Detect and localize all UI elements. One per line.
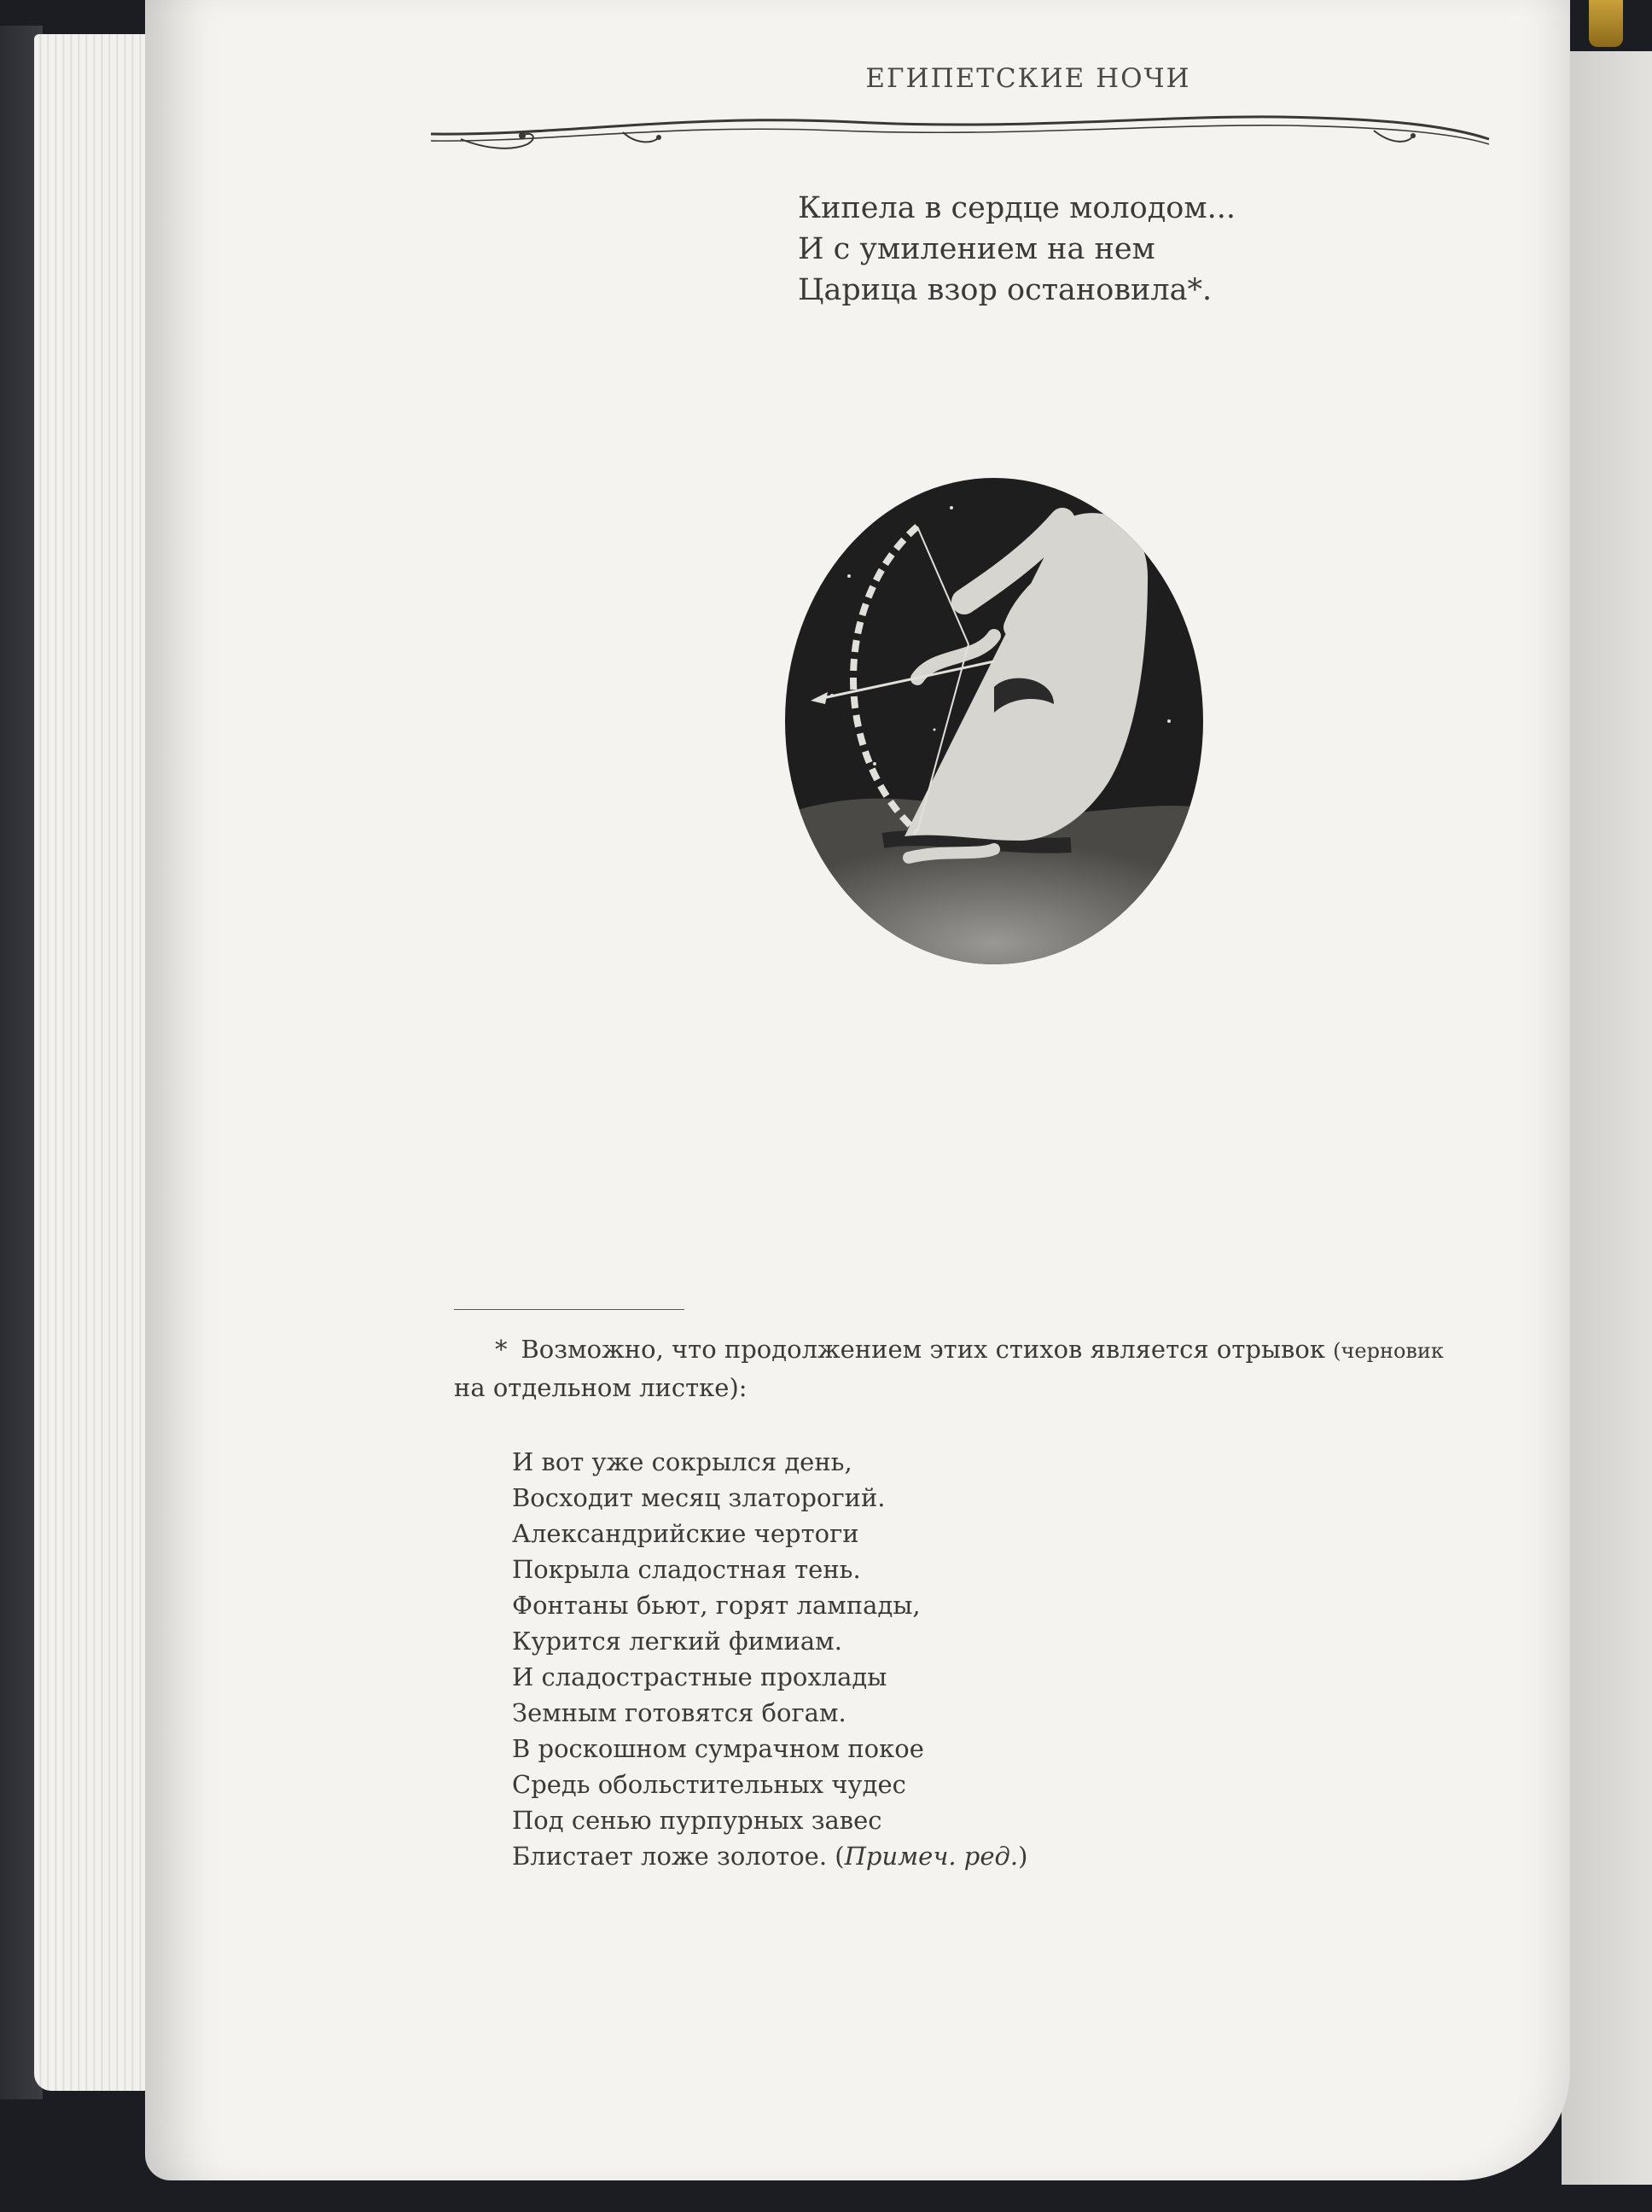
editor-note-open: (: [835, 1842, 845, 1871]
verse-line: Царица взор остановила*.: [798, 273, 1213, 307]
verse-line: Курится легкий фимиам.: [512, 1627, 842, 1656]
header-ornament: [427, 107, 1493, 158]
verse-line: И с умилением на нем: [798, 232, 1155, 266]
verse-line: Земным готовятся богам.: [512, 1698, 846, 1727]
next-page-edge: [1562, 51, 1652, 2185]
verse-line: Покрыла сладостная тень.: [512, 1555, 861, 1584]
editor-note-close: ): [1018, 1842, 1028, 1871]
verse-line: В роскошном сумрачном покое: [512, 1734, 924, 1763]
footnote-mark: *: [495, 1335, 508, 1364]
footnote: [454, 1331, 1632, 1406]
running-header: ЕГИПЕТСКИЕ НОЧИ: [865, 63, 1191, 94]
verse-line: Александрийские чертоги: [512, 1519, 859, 1548]
editor-note: Примеч. ред.: [844, 1842, 1019, 1871]
archer-vignette-illustration: [781, 474, 1207, 969]
book-page: [145, 0, 1570, 2180]
verse-line: Под сенью пурпурных завес: [512, 1806, 882, 1835]
footnote-separator: [454, 1309, 684, 1310]
verse-line: Фонтаны бьют, горят лампады,: [512, 1591, 921, 1620]
footnote-text-line: [454, 1331, 1632, 1370]
verse-line: Средь обольстительных чудес: [512, 1770, 906, 1799]
footnote-verse: [512, 1444, 1027, 1874]
verse-line: И вот уже сокрылся день,: [512, 1447, 852, 1476]
footnote-text: Возможно, что продолжением этих стихов является отрывок: [521, 1335, 1325, 1364]
verse-line: И сладострастные прохлады: [512, 1662, 887, 1691]
verse-stanza: [798, 188, 1236, 311]
verse-line: Кипела в сердце молодом...: [798, 191, 1236, 225]
bookmark-ribbon: [1589, 0, 1623, 47]
verse-line-last: [512, 1838, 1027, 1874]
verse-line-text: Блистает ложе золотое.: [512, 1842, 828, 1871]
footnote-aside: (черновик: [1333, 1339, 1444, 1363]
footnote-text-line: на отдельном листке):: [454, 1373, 747, 1402]
verse-line: Восходит месяц златорогий.: [512, 1483, 886, 1512]
